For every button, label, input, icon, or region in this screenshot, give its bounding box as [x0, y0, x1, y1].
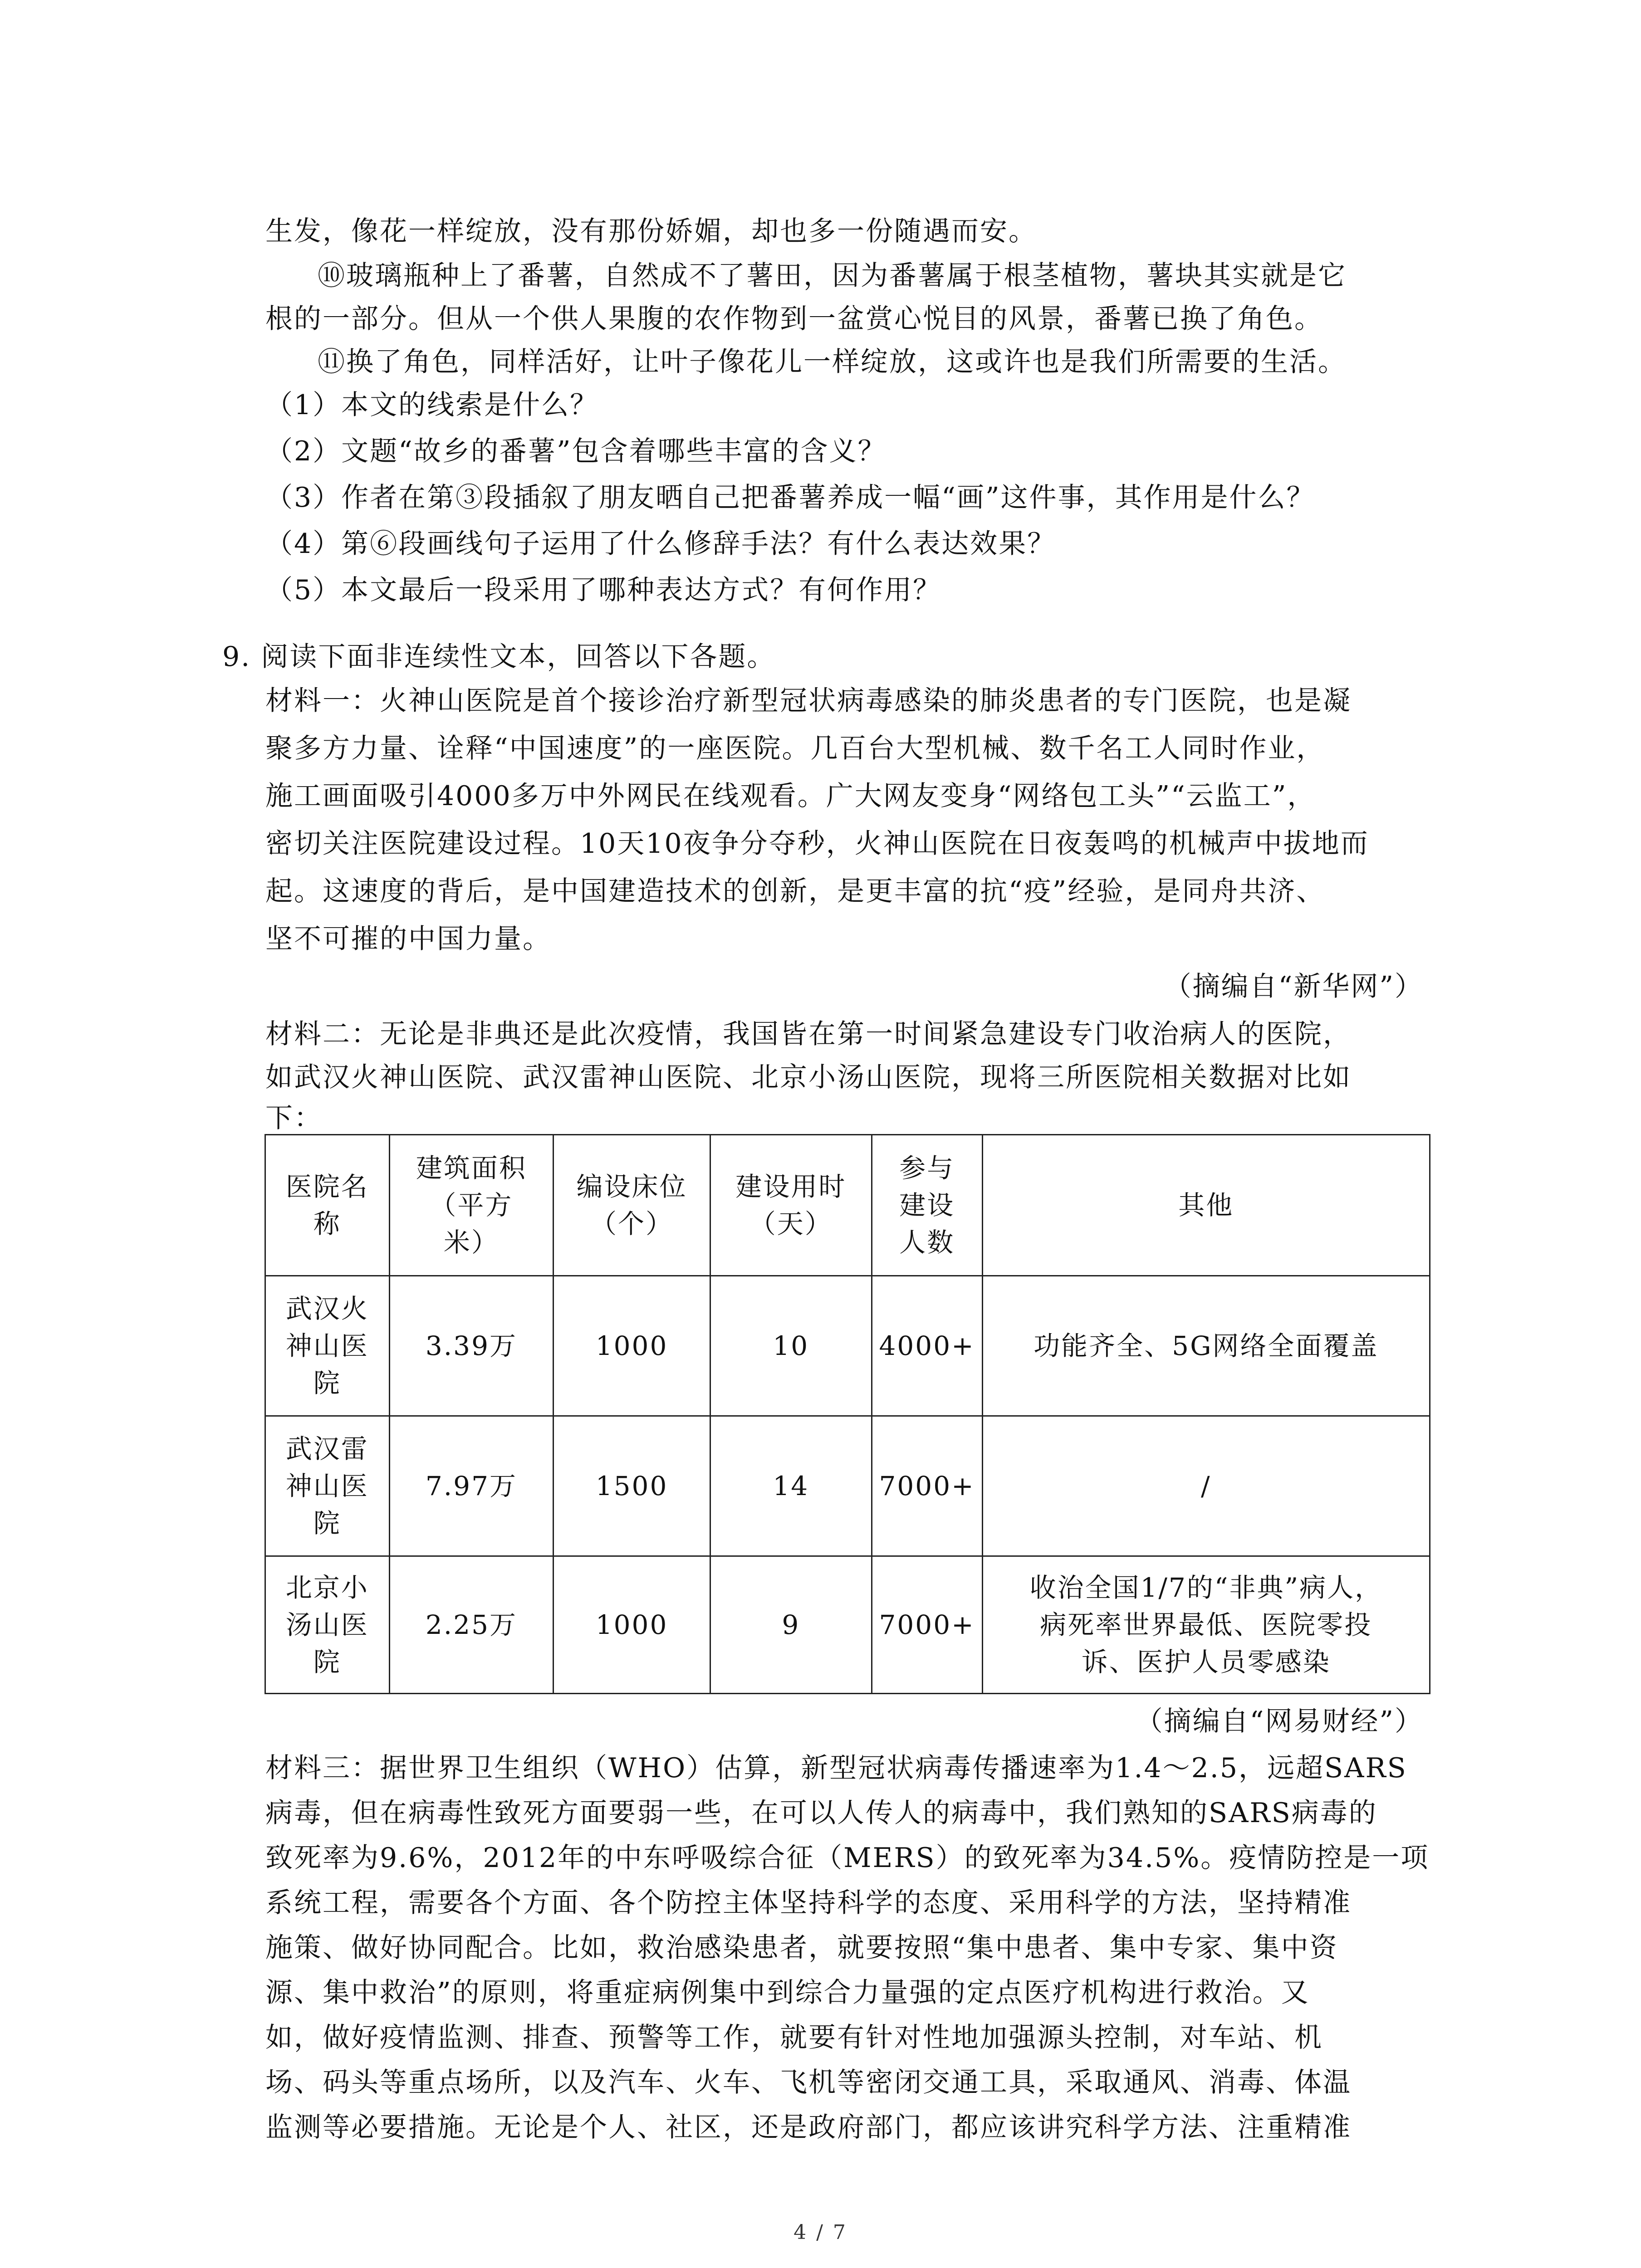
paragraph-line: 生发，像花一样绽放，没有那份娇媚，却也多一份随遇而安。 — [265, 215, 1037, 247]
question-1: （1）本文的线索是什么？ — [265, 389, 599, 421]
cell-other: 收治全国1/7的“非典”病人， 病死率世界最低、医院零投 诉、医护人员零感染 — [982, 1556, 1430, 1694]
paragraph-line: ⑩玻璃瓶种上了番薯，自然成不了薯田，因为番薯属于根茎植物，薯块其实就是它 — [318, 260, 1347, 292]
question-4: （4）第⑥段画线句子运用了什么修辞手法？有什么表达效果？ — [265, 528, 1056, 560]
header-build-time: 建设用时 （天） — [710, 1135, 872, 1276]
material-2-line: 下： — [265, 1102, 323, 1134]
header-building-area: 建筑面积 （平方 米） — [389, 1135, 554, 1276]
cell-hospital-name: 武汉雷 神山医 院 — [265, 1416, 390, 1556]
cell-days: 14 — [710, 1416, 872, 1556]
cell-area: 3.39万 — [389, 1276, 554, 1416]
material-3-line: 场、码头等重点场所，以及汽车、火车、飞机等密闭交通工具，采取通风、消毒、体温 — [265, 2067, 1352, 2098]
cell-people: 7000+ — [872, 1556, 982, 1694]
paragraph-line: 根的一部分。但从一个供人果腹的农作物到一盆赏心悦目的风景，番薯已换了角色。 — [265, 303, 1323, 335]
material-3-line: 施策、做好协同配合。比如，救治感染患者，就要按照“集中患者、集中专家、集中资 — [265, 1932, 1338, 1964]
cell-days: 9 — [710, 1556, 872, 1694]
material-1-line: 聚多方力量、诠释“中国速度”的一座医院。几百台大型机械、数千名工人同时作业， — [265, 733, 1325, 764]
question-2: （2）文题“故乡的番薯”包含着哪些丰富的含义？ — [265, 435, 887, 467]
cell-area: 7.97万 — [389, 1416, 554, 1556]
table-row — [265, 1556, 1430, 1694]
cell-people: 7000+ — [872, 1416, 982, 1556]
material-3-line: 致死率为9.6%，2012年的中东呼吸综合征（MERS）的致死率为34.5%。疫情防控是一项 — [265, 1842, 1430, 1874]
table-row — [265, 1276, 1430, 1416]
material-3-line: 源、集中救治”的原则，将重症病例集中到综合力量强的定点医疗机构进行救治。又 — [265, 1977, 1310, 2009]
cell-area: 2.25万 — [389, 1556, 554, 1694]
material-1-line: 密切关注医院建设过程。10天10夜争分夺秒，火神山医院在日夜轰鸣的机械声中拔地而 — [265, 828, 1369, 860]
material-3-line: 监测等必要措施。无论是个人、社区，还是政府部门，都应该讲究科学方法、注重精准 — [265, 2112, 1352, 2143]
header-other: 其他 — [982, 1135, 1430, 1276]
material-3-line: 病毒，但在病毒性致死方面要弱一些，在可以人传人的病毒中，我们熟知的SARS病毒的 — [265, 1797, 1377, 1829]
material-1-line: 材料一：火神山医院是首个接诊治疗新型冠状病毒感染的肺炎患者的专门医院，也是凝 — [265, 685, 1352, 717]
cell-people: 4000+ — [872, 1276, 982, 1416]
material-1-line: 施工画面吸引4000多万中外网民在线观看。广大网友变身“网络包工头”“云监工”， — [265, 780, 1316, 812]
header-beds: 编设床位 （个） — [554, 1135, 710, 1276]
cell-hospital-name: 武汉火 神山医 院 — [265, 1276, 390, 1416]
hospital-comparison-table — [265, 1134, 1430, 1694]
source-citation-2: （摘编自“网易财经”） — [1135, 1706, 1423, 1737]
material-1-line: 坚不可摧的中国力量。 — [265, 923, 551, 955]
cell-hospital-name: 北京小 汤山医 院 — [265, 1556, 390, 1694]
page-number: 4 / 7 — [794, 2221, 847, 2244]
cell-days: 10 — [710, 1276, 872, 1416]
table-header-row — [265, 1135, 1430, 1276]
material-1-line: 起。这速度的背后，是中国建造技术的创新，是更丰富的抗“疫”经验，是同舟共济、 — [265, 875, 1325, 907]
cell-beds: 1000 — [554, 1556, 710, 1694]
cell-other: 功能齐全、5G网络全面覆盖 — [982, 1276, 1430, 1416]
material-3-line: 材料三：据世界卫生组织（WHO）估算，新型冠状病毒传播速率为1.4～2.5，远超SARS — [265, 1752, 1407, 1784]
cell-other: / — [982, 1416, 1430, 1556]
cell-beds: 1000 — [554, 1276, 710, 1416]
question-5: （5）本文最后一段采用了哪种表达方式？有何作用？ — [265, 574, 942, 606]
table-row — [265, 1416, 1430, 1556]
header-hospital-name: 医院名 称 — [265, 1135, 390, 1276]
material-3-line: 系统工程，需要各个方面、各个防控主体坚持科学的态度、采用科学的方法，坚持精准 — [265, 1887, 1352, 1919]
paragraph-line: ⑪换了角色，同样活好，让叶子像花儿一样绽放，这或许也是我们所需要的生活。 — [318, 346, 1347, 378]
question-3: （3）作者在第③段插叙了朋友晒自己把番薯养成一幅“画”这件事，其作用是什么？ — [265, 482, 1315, 513]
cell-beds: 1500 — [554, 1416, 710, 1556]
material-3-line: 如，做好疫情监测、排查、预警等工作，就要有针对性地加强源头控制，对车站、机 — [265, 2022, 1323, 2053]
source-citation-1: （摘编自“新华网”） — [1164, 971, 1423, 1002]
header-workers: 参与 建设 人数 — [872, 1135, 982, 1276]
material-2-line: 材料二：无论是非典还是此次疫情，我国皆在第一时间紧急建设专门收治病人的医院， — [265, 1018, 1352, 1050]
question-9-title: 9. 阅读下面非连续性文本，回答以下各题。 — [222, 641, 776, 673]
material-2-line: 如武汉火神山医院、武汉雷神山医院、北京小汤山医院，现将三所医院相关数据对比如 — [265, 1061, 1352, 1093]
